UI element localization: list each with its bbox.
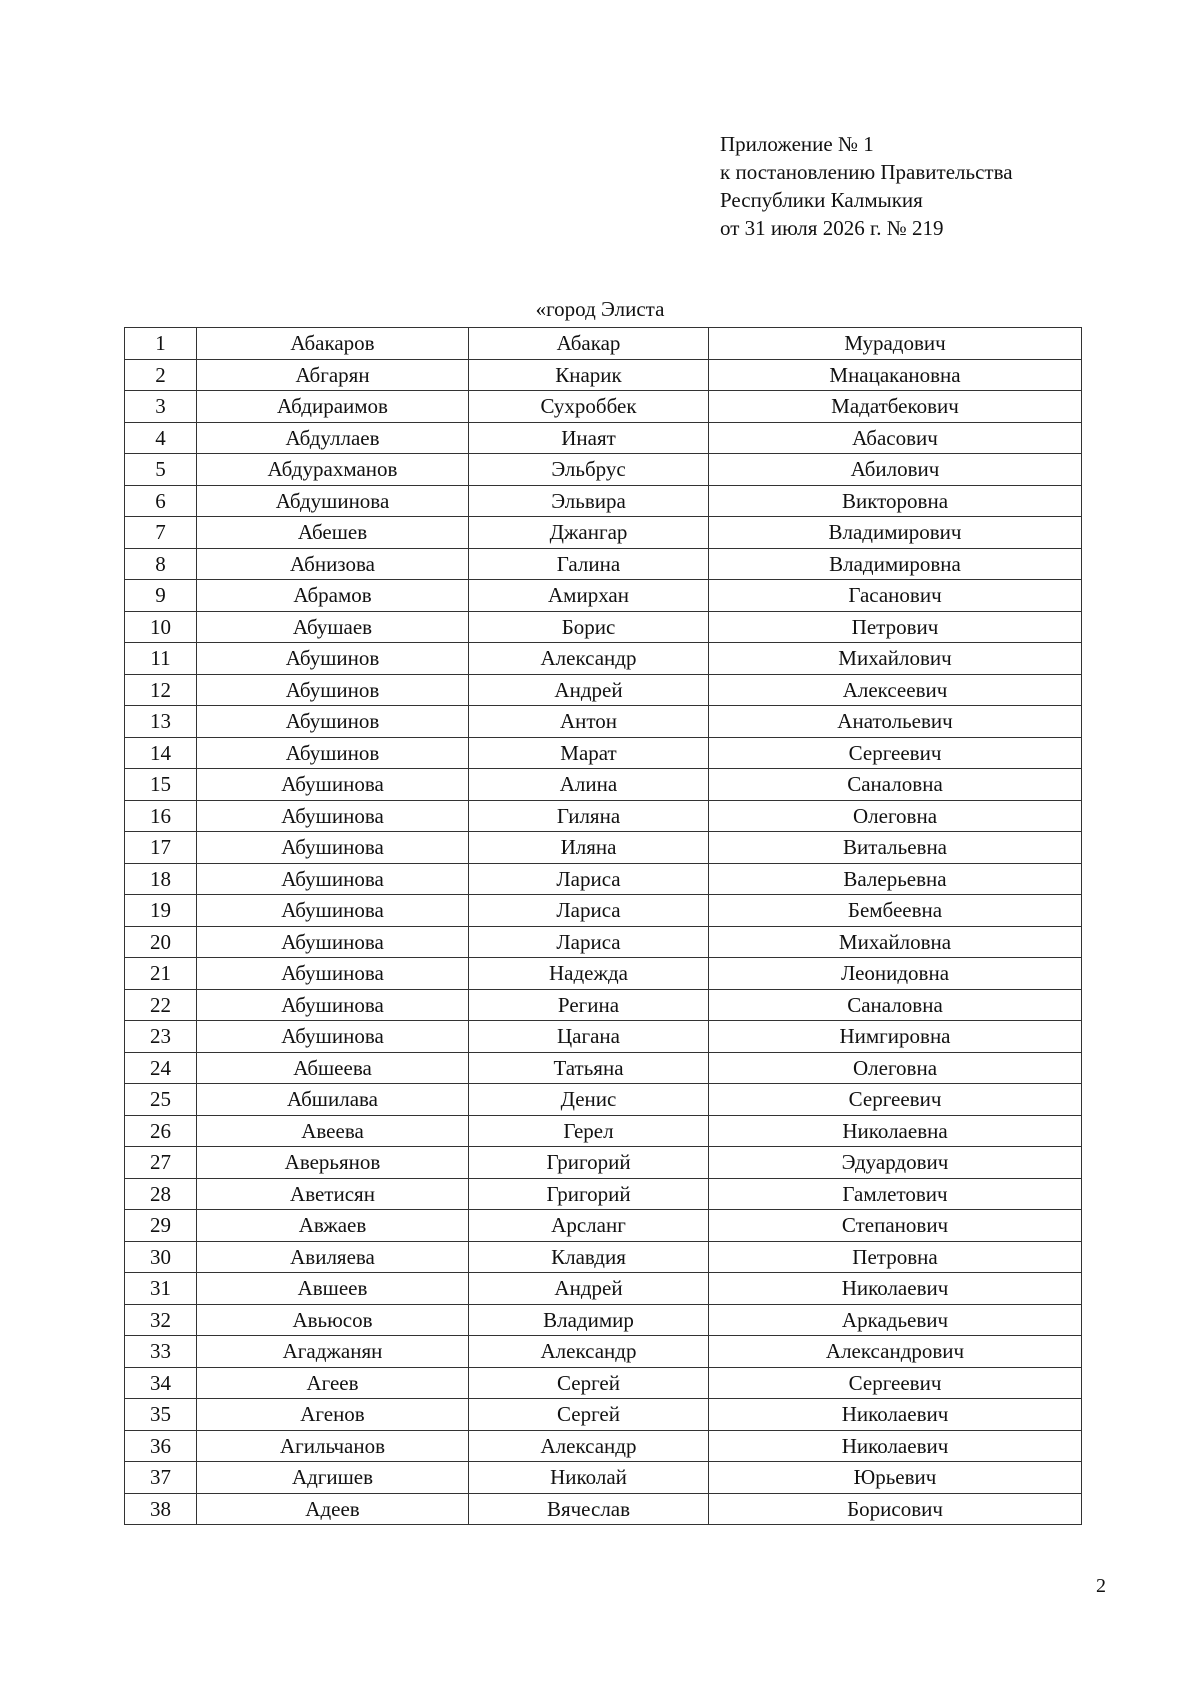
row-number-cell: 34 <box>125 1367 197 1399</box>
patronymic-cell: Николаевич <box>709 1273 1082 1305</box>
first-name-cell: Лариса <box>469 926 709 958</box>
row-number-cell: 6 <box>125 485 197 517</box>
first-name-cell: Марат <box>469 737 709 769</box>
table-row <box>125 895 1082 927</box>
header-resolution-line: к постановлению Правительства <box>720 160 1013 184</box>
last-name-cell: Абушинова <box>197 800 469 832</box>
last-name-cell: Абушинова <box>197 1021 469 1053</box>
row-number-cell: 33 <box>125 1336 197 1368</box>
last-name-cell: Абдурахманов <box>197 454 469 486</box>
first-name-cell: Сергей <box>469 1367 709 1399</box>
first-name-cell: Сухроббек <box>469 391 709 423</box>
row-number-cell: 8 <box>125 548 197 580</box>
document-header <box>720 130 1013 242</box>
first-name-cell: Клавдия <box>469 1241 709 1273</box>
patronymic-cell: Мадатбекович <box>709 391 1082 423</box>
row-number-cell: 22 <box>125 989 197 1021</box>
names-table-body <box>125 328 1082 1525</box>
first-name-cell: Эльвира <box>469 485 709 517</box>
row-number-cell: 20 <box>125 926 197 958</box>
row-number-cell: 11 <box>125 643 197 675</box>
last-name-cell: Аветисян <box>197 1178 469 1210</box>
patronymic-cell: Владимирович <box>709 517 1082 549</box>
last-name-cell: Агенов <box>197 1399 469 1431</box>
table-row <box>125 863 1082 895</box>
patronymic-cell: Абилович <box>709 454 1082 486</box>
table-row <box>125 517 1082 549</box>
patronymic-cell: Петрович <box>709 611 1082 643</box>
patronymic-cell: Алексеевич <box>709 674 1082 706</box>
patronymic-cell: Мурадович <box>709 328 1082 360</box>
patronymic-cell: Петровна <box>709 1241 1082 1273</box>
last-name-cell: Адеев <box>197 1493 469 1525</box>
last-name-cell: Авеева <box>197 1115 469 1147</box>
first-name-cell: Антон <box>469 706 709 738</box>
row-number-cell: 2 <box>125 359 197 391</box>
table-row <box>125 1430 1082 1462</box>
row-number-cell: 13 <box>125 706 197 738</box>
patronymic-cell: Николаевич <box>709 1430 1082 1462</box>
first-name-cell: Эльбрус <box>469 454 709 486</box>
first-name-cell: Григорий <box>469 1178 709 1210</box>
last-name-cell: Авьюсов <box>197 1304 469 1336</box>
last-name-cell: Абушинов <box>197 674 469 706</box>
first-name-cell: Иляна <box>469 832 709 864</box>
table-row <box>125 1084 1082 1116</box>
last-name-cell: Авжаев <box>197 1210 469 1242</box>
row-number-cell: 15 <box>125 769 197 801</box>
first-name-cell: Галина <box>469 548 709 580</box>
header-republic-line: Республики Калмыкия <box>720 188 923 212</box>
last-name-cell: Абдираимов <box>197 391 469 423</box>
row-number-cell: 10 <box>125 611 197 643</box>
first-name-cell: Кнарик <box>469 359 709 391</box>
patronymic-cell: Гамлетович <box>709 1178 1082 1210</box>
last-name-cell: Абушинов <box>197 706 469 738</box>
last-name-cell: Абдуллаев <box>197 422 469 454</box>
first-name-cell: Денис <box>469 1084 709 1116</box>
first-name-cell: Цагана <box>469 1021 709 1053</box>
table-row <box>125 643 1082 675</box>
first-name-cell: Арсланг <box>469 1210 709 1242</box>
table-row <box>125 1462 1082 1494</box>
table-row <box>125 1304 1082 1336</box>
patronymic-cell: Витальевна <box>709 832 1082 864</box>
table-row <box>125 611 1082 643</box>
last-name-cell: Абгарян <box>197 359 469 391</box>
row-number-cell: 3 <box>125 391 197 423</box>
table-row <box>125 989 1082 1021</box>
row-number-cell: 16 <box>125 800 197 832</box>
patronymic-cell: Николаевна <box>709 1115 1082 1147</box>
patronymic-cell: Аркадьевич <box>709 1304 1082 1336</box>
first-name-cell: Григорий <box>469 1147 709 1179</box>
table-row <box>125 737 1082 769</box>
first-name-cell: Абакар <box>469 328 709 360</box>
patronymic-cell: Бембеевна <box>709 895 1082 927</box>
patronymic-cell: Сергеевич <box>709 737 1082 769</box>
table-row <box>125 1493 1082 1525</box>
row-number-cell: 37 <box>125 1462 197 1494</box>
table-row <box>125 1147 1082 1179</box>
first-name-cell: Амирхан <box>469 580 709 612</box>
patronymic-cell: Викторовна <box>709 485 1082 517</box>
names-table-container <box>124 327 1081 1525</box>
first-name-cell: Александр <box>469 1336 709 1368</box>
last-name-cell: Абушинова <box>197 958 469 990</box>
table-row <box>125 832 1082 864</box>
table-row <box>125 1273 1082 1305</box>
first-name-cell: Джангар <box>469 517 709 549</box>
first-name-cell: Алина <box>469 769 709 801</box>
row-number-cell: 17 <box>125 832 197 864</box>
first-name-cell: Андрей <box>469 1273 709 1305</box>
row-number-cell: 14 <box>125 737 197 769</box>
patronymic-cell: Михайлович <box>709 643 1082 675</box>
row-number-cell: 19 <box>125 895 197 927</box>
row-number-cell: 21 <box>125 958 197 990</box>
header-date-line: от 31 июля 2026 г. № 219 <box>720 216 944 240</box>
patronymic-cell: Борисович <box>709 1493 1082 1525</box>
last-name-cell: Абушинова <box>197 989 469 1021</box>
table-row <box>125 580 1082 612</box>
row-number-cell: 9 <box>125 580 197 612</box>
first-name-cell: Лариса <box>469 895 709 927</box>
first-name-cell: Инаят <box>469 422 709 454</box>
table-row <box>125 674 1082 706</box>
row-number-cell: 28 <box>125 1178 197 1210</box>
first-name-cell: Регина <box>469 989 709 1021</box>
last-name-cell: Авшеев <box>197 1273 469 1305</box>
row-number-cell: 25 <box>125 1084 197 1116</box>
table-row <box>125 1367 1082 1399</box>
row-number-cell: 23 <box>125 1021 197 1053</box>
names-table <box>124 327 1082 1525</box>
table-row <box>125 769 1082 801</box>
first-name-cell: Герел <box>469 1115 709 1147</box>
row-number-cell: 30 <box>125 1241 197 1273</box>
section-title: «город Элиста <box>535 297 665 321</box>
patronymic-cell: Леонидовна <box>709 958 1082 990</box>
table-row <box>125 1336 1082 1368</box>
last-name-cell: Агильчанов <box>197 1430 469 1462</box>
table-row <box>125 1399 1082 1431</box>
last-name-cell: Абушинова <box>197 863 469 895</box>
first-name-cell: Татьяна <box>469 1052 709 1084</box>
table-row <box>125 706 1082 738</box>
patronymic-cell: Валерьевна <box>709 863 1082 895</box>
last-name-cell: Агеев <box>197 1367 469 1399</box>
row-number-cell: 35 <box>125 1399 197 1431</box>
header-appendix-line: Приложение № 1 <box>720 132 874 156</box>
page-number: 2 <box>1096 1575 1106 1597</box>
patronymic-cell: Нимгировна <box>709 1021 1082 1053</box>
patronymic-cell: Анатольевич <box>709 706 1082 738</box>
row-number-cell: 1 <box>125 328 197 360</box>
first-name-cell: Андрей <box>469 674 709 706</box>
first-name-cell: Александр <box>469 1430 709 1462</box>
last-name-cell: Абрамов <box>197 580 469 612</box>
first-name-cell: Гиляна <box>469 800 709 832</box>
patronymic-cell: Юрьевич <box>709 1462 1082 1494</box>
row-number-cell: 26 <box>125 1115 197 1147</box>
table-row <box>125 359 1082 391</box>
row-number-cell: 31 <box>125 1273 197 1305</box>
row-number-cell: 38 <box>125 1493 197 1525</box>
row-number-cell: 18 <box>125 863 197 895</box>
first-name-cell: Сергей <box>469 1399 709 1431</box>
last-name-cell: Аверьянов <box>197 1147 469 1179</box>
patronymic-cell: Сергеевич <box>709 1367 1082 1399</box>
patronymic-cell: Владимировна <box>709 548 1082 580</box>
last-name-cell: Абакаров <box>197 328 469 360</box>
last-name-cell: Абушинова <box>197 769 469 801</box>
patronymic-cell: Николаевич <box>709 1399 1082 1431</box>
table-row <box>125 1021 1082 1053</box>
row-number-cell: 5 <box>125 454 197 486</box>
last-name-cell: Абушинов <box>197 643 469 675</box>
patronymic-cell: Саналовна <box>709 989 1082 1021</box>
row-number-cell: 24 <box>125 1052 197 1084</box>
last-name-cell: Абушинов <box>197 737 469 769</box>
patronymic-cell: Михайловна <box>709 926 1082 958</box>
patronymic-cell: Абасович <box>709 422 1082 454</box>
row-number-cell: 32 <box>125 1304 197 1336</box>
last-name-cell: Абушинова <box>197 895 469 927</box>
patronymic-cell: Степанович <box>709 1210 1082 1242</box>
last-name-cell: Абдушинова <box>197 485 469 517</box>
patronymic-cell: Мнацакановна <box>709 359 1082 391</box>
row-number-cell: 7 <box>125 517 197 549</box>
last-name-cell: Абнизова <box>197 548 469 580</box>
table-row <box>125 422 1082 454</box>
table-row <box>125 800 1082 832</box>
table-row <box>125 328 1082 360</box>
first-name-cell: Николай <box>469 1462 709 1494</box>
last-name-cell: Абшеева <box>197 1052 469 1084</box>
first-name-cell: Владимир <box>469 1304 709 1336</box>
table-row <box>125 1210 1082 1242</box>
patronymic-cell: Александрович <box>709 1336 1082 1368</box>
first-name-cell: Александр <box>469 643 709 675</box>
table-row <box>125 391 1082 423</box>
row-number-cell: 27 <box>125 1147 197 1179</box>
patronymic-cell: Эдуардович <box>709 1147 1082 1179</box>
patronymic-cell: Саналовна <box>709 769 1082 801</box>
patronymic-cell: Сергеевич <box>709 1084 1082 1116</box>
last-name-cell: Агаджанян <box>197 1336 469 1368</box>
table-row <box>125 548 1082 580</box>
table-row <box>125 1115 1082 1147</box>
patronymic-cell: Олеговна <box>709 1052 1082 1084</box>
table-row <box>125 1178 1082 1210</box>
last-name-cell: Абешев <box>197 517 469 549</box>
row-number-cell: 4 <box>125 422 197 454</box>
table-row <box>125 1241 1082 1273</box>
row-number-cell: 29 <box>125 1210 197 1242</box>
row-number-cell: 12 <box>125 674 197 706</box>
last-name-cell: Авиляева <box>197 1241 469 1273</box>
last-name-cell: Адгишев <box>197 1462 469 1494</box>
table-row <box>125 485 1082 517</box>
last-name-cell: Абушинова <box>197 926 469 958</box>
first-name-cell: Вячеслав <box>469 1493 709 1525</box>
last-name-cell: Абушинова <box>197 832 469 864</box>
first-name-cell: Лариса <box>469 863 709 895</box>
first-name-cell: Борис <box>469 611 709 643</box>
table-row <box>125 926 1082 958</box>
patronymic-cell: Гасанович <box>709 580 1082 612</box>
row-number-cell: 36 <box>125 1430 197 1462</box>
table-row <box>125 958 1082 990</box>
patronymic-cell: Олеговна <box>709 800 1082 832</box>
last-name-cell: Абшилава <box>197 1084 469 1116</box>
table-row <box>125 454 1082 486</box>
last-name-cell: Абушаев <box>197 611 469 643</box>
first-name-cell: Надежда <box>469 958 709 990</box>
table-row <box>125 1052 1082 1084</box>
